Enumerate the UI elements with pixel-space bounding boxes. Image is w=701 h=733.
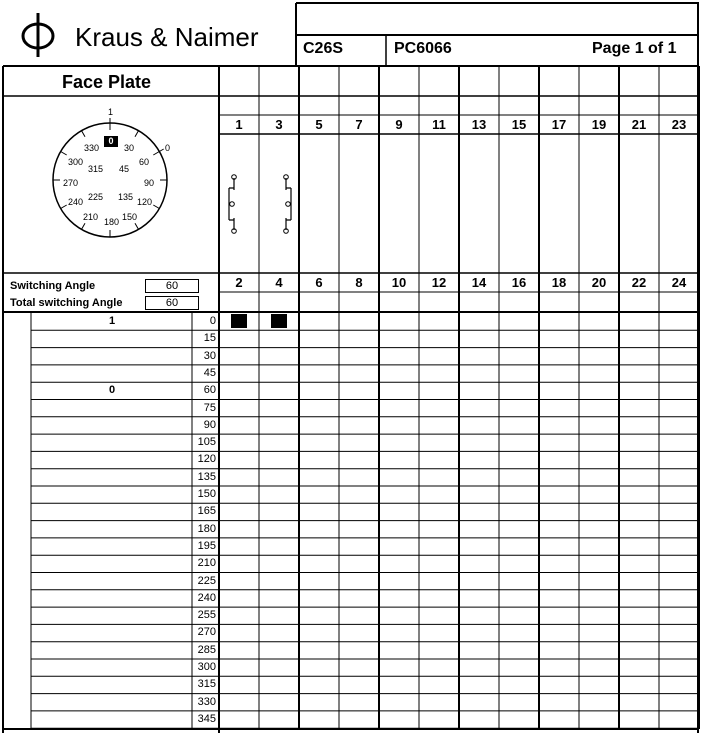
dial-label: 45: [119, 164, 130, 174]
terminal-top-23: 23: [671, 117, 687, 132]
angle-value: 120: [197, 453, 216, 466]
dial-label: 240: [68, 197, 84, 207]
dial-tick: [61, 152, 67, 156]
angle-value: 150: [197, 488, 216, 500]
phi-logo-icon: [18, 11, 58, 59]
terminal-bottom-6: 6: [315, 275, 323, 290]
angle-value: 315: [197, 678, 216, 691]
terminal-top-15: 15: [511, 117, 527, 132]
angle-value: 210: [197, 557, 216, 570]
terminal-bottom-14: 14: [471, 275, 487, 290]
angle-value: 300: [197, 661, 216, 673]
angle-value: 0: [209, 315, 216, 327]
switch-position-label: 0: [108, 384, 116, 397]
dial-tick: [135, 131, 139, 137]
kraus-naimer-logo: [18, 11, 58, 59]
terminal-top-11: 11: [432, 117, 446, 132]
angle-value: 285: [197, 643, 216, 656]
dial-label: 270: [63, 178, 79, 188]
dial-label: 210: [83, 212, 99, 222]
angle-value: 180: [197, 522, 216, 535]
angle-value: 255: [197, 609, 216, 622]
angle-value: 15: [203, 332, 216, 345]
angle-value: 270: [197, 626, 216, 639]
dial-label: 180: [104, 217, 120, 227]
terminal-top-1: 1: [235, 117, 243, 132]
terminal-dot: [230, 202, 235, 207]
angle-value: 195: [197, 539, 216, 552]
dial-label: 60: [139, 157, 150, 167]
closed-contact-mark: [271, 314, 287, 328]
dial-label-active: 0: [104, 136, 118, 147]
dial-label: 315: [88, 164, 104, 174]
terminal-bottom-20: 20: [591, 275, 607, 290]
terminal-top-17: 17: [551, 117, 567, 132]
angle-value: 240: [197, 591, 216, 604]
dial-tick: [135, 223, 139, 229]
dial-label: 120: [137, 197, 153, 207]
terminal-bottom-22: 22: [631, 275, 647, 290]
terminal-top-9: 9: [395, 117, 403, 132]
angle-value: 105: [197, 436, 216, 449]
terminal-bottom-12: 12: [431, 275, 447, 290]
dial-label: 330: [84, 143, 100, 153]
angle-value: 225: [197, 574, 216, 587]
terminal-top-19: 19: [591, 117, 607, 132]
dial-label: 90: [144, 178, 155, 188]
total-switching-angle-value: 60: [145, 296, 199, 310]
switch-position-label: 1: [108, 315, 116, 327]
dial-label: 225: [88, 192, 104, 202]
terminal-bottom-8: 8: [355, 275, 363, 290]
page-indicator: Page 1 of 1: [592, 40, 677, 57]
switching-angle-label: Switching Angle: [10, 280, 96, 292]
dial-tick: [82, 131, 86, 137]
dial-label: 150: [122, 212, 138, 222]
terminal-bottom-10: 10: [391, 275, 407, 290]
dial-label: 0: [165, 143, 171, 153]
terminal-top-3: 3: [275, 117, 283, 132]
terminal-bottom-16: 16: [511, 275, 527, 290]
terminal-dot: [286, 202, 291, 207]
dial-label: 1: [108, 107, 114, 117]
angle-value: 165: [197, 505, 216, 518]
angle-value: 30: [203, 349, 216, 362]
series-code: C26S: [303, 40, 344, 57]
closed-contact-mark: [231, 314, 247, 328]
angle-value: 45: [203, 366, 216, 379]
terminal-bottom-4: 4: [275, 275, 283, 290]
terminal-top-13: 13: [471, 117, 487, 132]
angle-value: 330: [197, 695, 216, 708]
dial-label: 300: [68, 157, 84, 167]
angle-value: 135: [197, 470, 216, 483]
terminal-top-21: 21: [631, 117, 647, 132]
dial-tick: [153, 205, 159, 209]
brand-name: Kraus & Naimer: [75, 22, 259, 52]
program-code: PC6066: [394, 40, 452, 57]
dial-tick: [82, 223, 86, 229]
terminal-top-7: 7: [355, 117, 363, 132]
dial-tick: [61, 205, 67, 209]
contact-symbols: [229, 175, 291, 234]
angle-value: 75: [203, 401, 216, 414]
terminal-bottom-18: 18: [551, 275, 567, 290]
angle-value: 345: [197, 712, 216, 725]
total-switching-angle-label: Total switching Angle: [10, 297, 123, 309]
terminal-bottom-2: 2: [235, 275, 243, 290]
switching-angle-value: 60: [145, 279, 199, 293]
dial-label: 30: [124, 143, 135, 153]
terminal-top-5: 5: [315, 117, 323, 132]
angle-value: 60: [203, 384, 216, 397]
face-plate-title: Face Plate: [62, 72, 152, 92]
angle-value: 90: [203, 418, 216, 431]
dial-label: 135: [118, 192, 134, 202]
terminal-bottom-24: 24: [671, 275, 687, 290]
